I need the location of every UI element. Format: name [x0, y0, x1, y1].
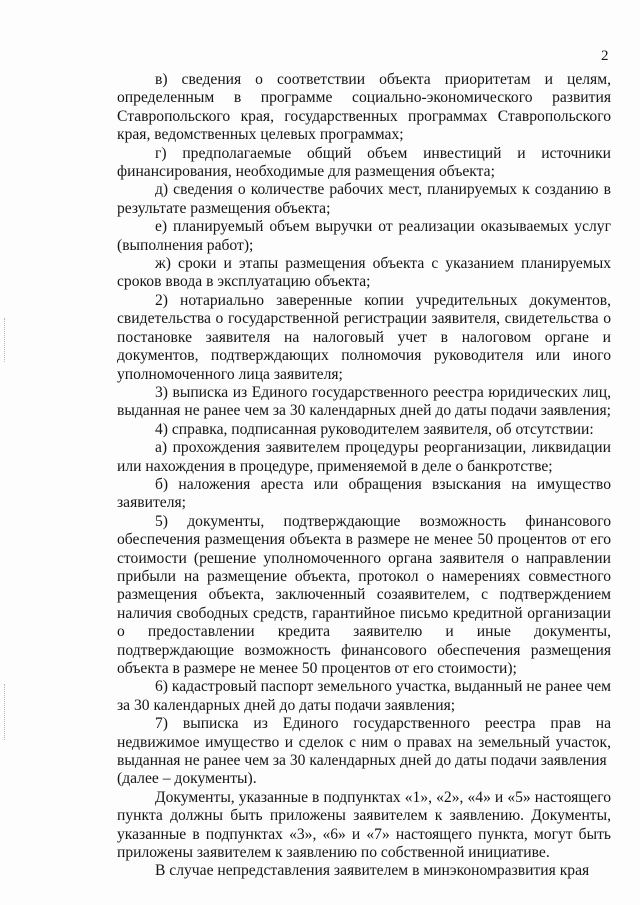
- paragraph-g: г) предполагаемые общий объем инвестиций и источники финансирования, необходимые для размещения объекта;: [117, 144, 611, 181]
- paragraph-e: е) планируемый объем выручки от реализации оказываемых услуг (выполнения работ);: [117, 218, 611, 254]
- paragraph-4b: б) наложения ареста или обращения взыскания на имущество заявителя;: [117, 475, 611, 512]
- scan-edge-mark: [4, 318, 7, 362]
- paragraph-documents-note: (далее – документы).: [117, 770, 257, 788]
- paragraph-2: 2) нотариально заверенные копии учредительных документов, свидетельства о государственной регистрации заявителя, свидетельства о постановке заявителя на налоговый учет в налоговом органе и документов, подтверждающих полномочия руководителя или иного уполномоченного лица заявителя;: [117, 291, 611, 383]
- paragraph-d: д) сведения о количестве рабочих мест, планируемых к созданию в результате размещения объекта;: [117, 181, 611, 217]
- page-number: 2: [601, 48, 609, 64]
- document-body: [117, 71, 611, 881]
- paragraph-zh: ж) сроки и этапы размещения объекта с указанием планируемых сроков ввода в эксплуатацию объекта;: [117, 255, 611, 291]
- paragraph-6: 6) кадастровый паспорт земельного участка, выданный не ранее чем за 30 календарных дней до даты подачи заявления;: [117, 678, 611, 714]
- paragraph-v: в) сведения о соответствии объекта приоритетам и целям, определенным в программе социально-экономического развития Ставропольского края, государственных программах Ставропольского края, ведомственных целевых программах;: [117, 71, 611, 144]
- paragraph-nonsubmission: В случае непредставления заявителем в минэкономразвития края: [155, 862, 590, 880]
- paragraph-4: 4) справка, подписанная руководителем заявителя, об отсутствии:: [155, 420, 594, 438]
- scan-edge-mark: [4, 684, 7, 740]
- paragraph-5: 5) документы, подтверждающие возможность финансового обеспечения размещения объекта в размере не менее 50 процентов от его стоимости (решение уполномоченного органа заявителя о направлении прибыли на размещение объекта, протокол о намерениях совместного размещения объекта, заключенный созаявителем, с подтверждением наличия свободных средств, гарантийное письмо кредитной организации о предоставлении кредита заявителю и иные документы, подтверждающие возможность финансового обеспечения размещения объекта в размере не менее 50 процентов от его стоимости);: [117, 512, 611, 677]
- paragraph-3: 3) выписка из Единого государственного реестра юридических лиц, выданная не ранее чем за 30 календарных дней до даты подачи заявления;: [117, 383, 611, 420]
- paragraph-7: 7) выписка из Единого государственного реестра прав на недвижимое имущество и сделок с ним о правах на земельный участок, выданная не ранее чем за 30 календарных дней до даты подачи заявления: [117, 715, 611, 770]
- paragraph-4a: а) прохождения заявителем процедуры реорганизации, ликвидации или нахождения в процедуре, применяемой в деле о банкротстве;: [117, 439, 611, 475]
- paragraph-attachments: Документы, указанные в подпунктах «1», «2», «4» и «5» настоящего пункта должны быть приложены заявителем к заявлению. Документы, указанные в подпунктах «3», «6» и «7» настоящего пункта, могут быть приложены заявителем к заявлению по собственной инициативе.: [117, 788, 611, 862]
